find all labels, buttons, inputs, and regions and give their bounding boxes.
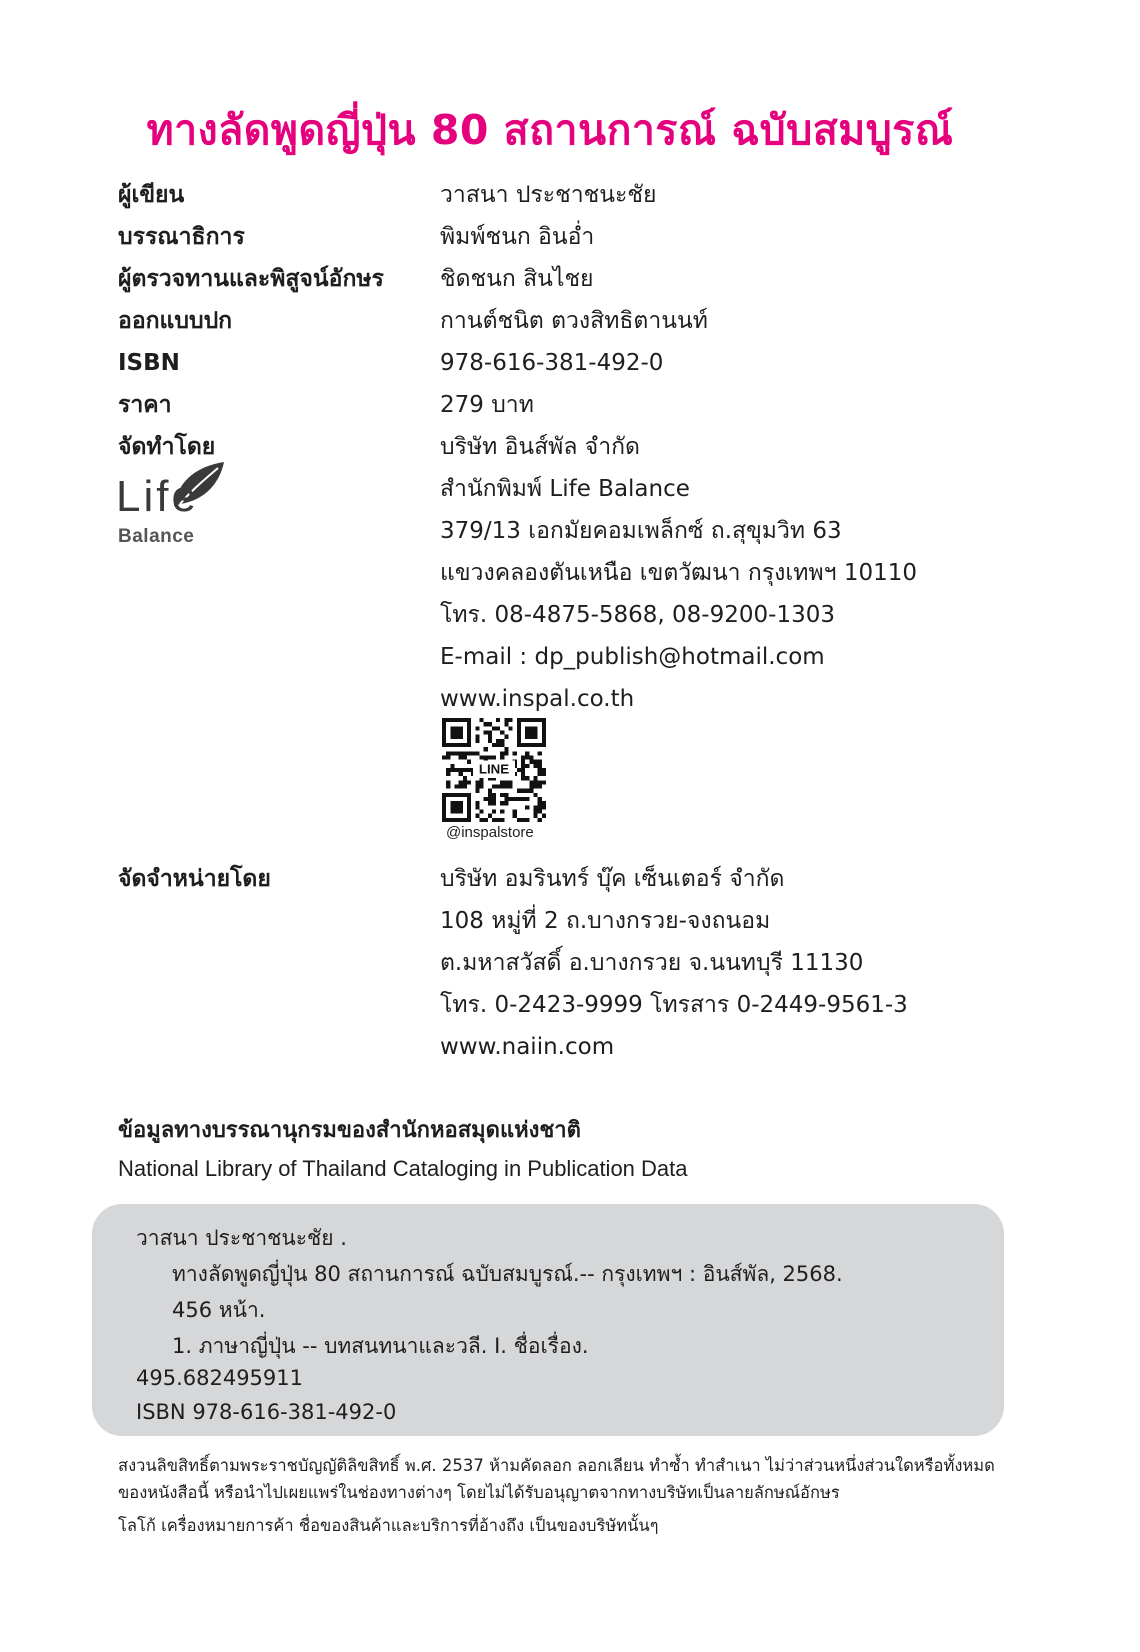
producer-address-2: แขวงคลองตันเหนือ เขตวัฒนา กรุงเทพฯ 10110 [440,560,917,586]
producer-company: บริษัท อินส์พัล จำกัด [440,434,640,460]
distributor-phone: โทร. 0-2423-9999 โทรสาร 0-2449-9561-3 [440,992,908,1018]
cip-isbn: ISBN 978-616-381-492-0 [136,1400,397,1424]
book-title: ทางลัดพูดญี่ปุ่น 80 สถานการณ์ ฉบับสมบูรณ์ [146,106,954,154]
distributor-company: บริษัท อมรินทร์ บุ๊ค เซ็นเตอร์ จำกัด [440,866,785,892]
distribution-info [118,858,1018,1068]
legal-footer [118,1452,998,1539]
producer-website: www.inspal.co.th [440,686,635,712]
price-value: 279 บาท [440,392,534,418]
distributor-row [118,858,1018,1068]
distributor-address-2: ต.มหาสวัสดิ์ อ.บางกรวย จ.นนทบุรี 11130 [440,950,864,976]
cip-pages: 456 หน้า. [172,1298,266,1322]
proofreader-value: ชิดชนก สินไชย [440,266,594,292]
producer-row [118,426,1018,720]
producer-phone: โทร. 08-4875-5868, 08-9200-1303 [440,602,835,628]
author-label: ผู้เขียน [118,182,185,208]
distributor-label: จัดจำหน่ายโดย [118,866,271,892]
trademark-notice: โลโก้ เครื่องหมายการค้า ชื่อของสินค้าและบริการที่อ้างถึง เป็นของบริษัทนั้นๆ [118,1516,659,1535]
price-label: ราคา [118,392,172,418]
cip-author: วาสนา ประชาชนะชัย . [136,1226,347,1250]
cip-subjects: 1. ภาษาญี่ปุ่น -- บทสนทนาและวลี. I. ชื่อเรื่อง. [172,1334,589,1358]
book-info [118,174,1018,720]
cover-design-value: กานต์ชนิต ตวงสิทธิตานนท์ [440,308,708,334]
logo-sub: Balance [118,526,195,547]
distributor-website: www.naiin.com [440,1034,615,1060]
editor-value: พิมพ์ชนก อินอ่ำ [440,224,595,250]
price-row [118,384,1018,426]
editor-label: บรรณาธิการ [118,224,245,250]
cover-design-label: ออกแบบปก [118,308,233,334]
qr-center-label: LINE [478,761,510,777]
distributor-lines [440,858,908,1068]
cip-title-imprint: ทางลัดพูดญี่ปุ่น 80 สถานการณ์ ฉบับสมบูรณ์.-- กรุงเทพฯ : อินส์พัล, 2568. [172,1262,843,1286]
isbn-label: ISBN [118,350,180,376]
logo-word: Life [116,472,199,521]
distributor-address-1: 108 หมู่ที่ 2 ถ.บางกรวย-จงถนอม [440,908,771,934]
editor-row [118,216,1018,258]
line-id: @inspalstore [446,824,534,841]
cip-classification: 495.682495911 [136,1366,304,1390]
proofreader-row [118,258,1018,300]
isbn-value: 978-616-381-492-0 [440,350,664,376]
producer-label: จัดทำโดย [118,434,216,460]
cip-record-box [92,1204,1004,1436]
cover-design-row [118,300,1018,342]
life-balance-logo [116,460,226,550]
line-qr-code [442,718,546,822]
cip-heading-thai: ข้อมูลทางบรรณานุกรมของสำนักหอสมุดแห่งชาติ [118,1118,581,1143]
isbn-row [118,342,1018,384]
cip-heading-english: National Library of Thailand Cataloging in Publication Data [118,1156,688,1181]
producer-lines [440,426,917,720]
author-value: วาสนา ประชาชนะชัย [440,182,657,208]
producer-email: E-mail : dp_publish@hotmail.com [440,644,825,670]
author-row [118,174,1018,216]
producer-address-1: 379/13 เอกมัยคอมเพล็กซ์ ถ.สุขุมวิท 63 [440,518,842,544]
proofreader-label: ผู้ตรวจทานและพิสูจน์อักษร [118,266,384,292]
producer-imprint: สำนักพิมพ์ Life Balance [440,476,690,502]
copyright-notice: สงวนลิขสิทธิ์ตามพระราชบัญญัติลิขสิทธิ์ พ.ศ. 2537 ห้ามคัดลอก ลอกเลียน ทำซ้ำ ทำสำเนา ไม่ว่าส่วนหนึ่งส่วนใดหรือทั้งหมดของหนังสือนี้ หรือนำไปเผยแพร่ในช่องทางต่างๆ โดยไม่ได้รับอนุญาตจากทางบริษัทเป็นลายลักษณ์อักษร [118,1456,995,1502]
